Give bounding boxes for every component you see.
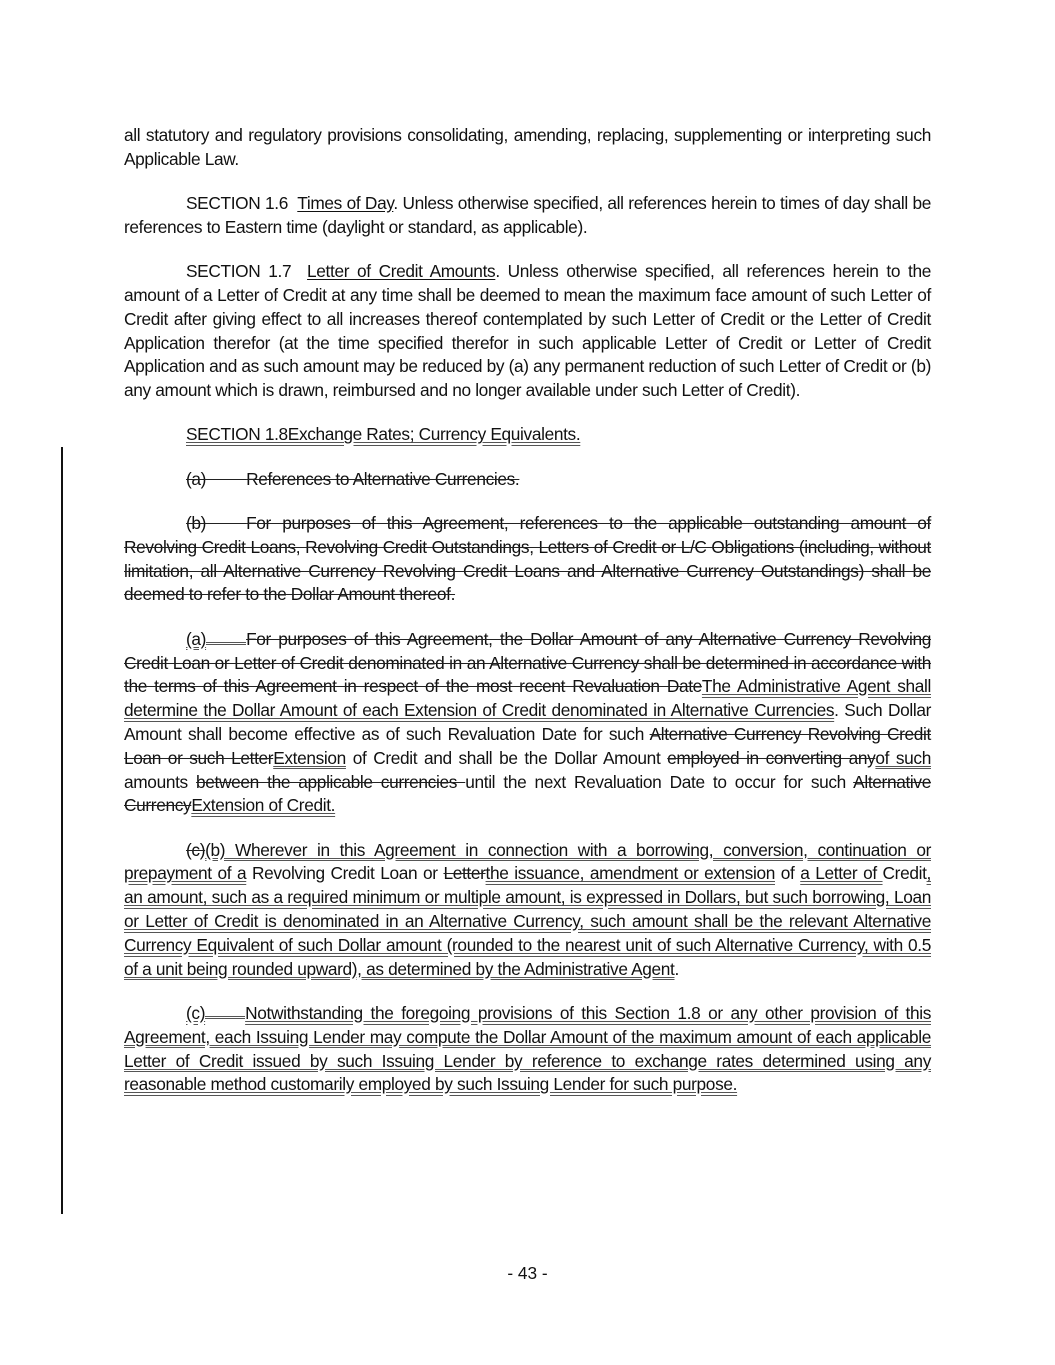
inserted-number: (a) [186,628,207,649]
inserted-heading: SECTION 1.8Exchange Rates; Currency Equivalents. [186,424,581,445]
section-1-6 [124,192,931,240]
deleted-number: (c) [186,839,206,860]
deleted-subsection-b [124,512,931,607]
inserted-text: The Administrative Agent shall determine the Dollar Amount of each Extension of Credit denominated in Alternative Currencies [124,676,931,721]
inserted-text: (b) Wherever in this Agreement in connection with a borrowing, conversion, continuation or prepayment of a [124,839,931,884]
section-1-8-heading [124,423,931,447]
section-title: Times of Day [297,193,394,214]
section-label: SECTION 1.7 [186,261,292,282]
inserted-tab [206,628,246,645]
body-text: of [775,863,801,884]
change-bar [61,447,63,1214]
subsection-a [124,628,931,818]
inserted-text: Extension [273,747,346,768]
body-text: of Credit and shall be the Dollar Amount [345,747,668,768]
document-page [124,124,931,1118]
inserted-tab [205,1002,245,1019]
body-text: until the next Revaluation Date to occur for such [465,771,854,792]
body-text: . Such Dollar Amount shall become effective as of such Revaluation Date for such [124,700,931,744]
inserted-text: Notwithstanding the foregoing provisions of this Section 1.8 or any other provision of this Agreement, each Issuing Lender may compute the Dollar Amount of the maximum amount of each applicable Letter of Credit issued by such Issuing Lender by reference to exchange rates determined using any reasonable method customarily employed by such Issuing Lender for such purpose. [124,1002,931,1095]
deleted-number: (b) [186,513,207,534]
deleted-number: (a) [186,468,207,489]
inserted-text: the issuance, amendment or extension [485,863,775,884]
section-1-7 [124,260,931,403]
carryover-paragraph [124,124,931,172]
section-body: . Unless otherwise specified, all references herein to times of day shall be references to Eastern time (daylight or standard, as applicable). [124,193,931,237]
inserted-number: (c) [186,1002,206,1023]
inserted-text: , an amount, such as a required minimum or multiple amount, is expressed in Dollars, but such borrowing, Loan or Letter of Credit is denominated in an Alternative Currency, such amount shall be the relevant Alternative Currency Equivalent of such Dollar amount (rounded to the nearest unit of such Alternative Currency, with 0.5 of a unit being rounded upward), as determined by the Administrative Agent [124,863,931,979]
deleted-text: Alternative Currency Revolving Credit Loan or such Letter [124,723,931,768]
page-number: - 43 - [507,1263,548,1283]
inserted-text: Extension of Credit. [191,795,336,816]
subsection-b [124,839,931,982]
deleted-text: Letter [443,863,486,884]
section-title: Letter of Credit Amounts [307,261,496,282]
body-text: amounts [124,771,197,792]
deleted-text: employed in converting any [667,747,876,768]
inserted-text: a Letter of [800,863,883,884]
deleted-text: For purposes of this Agreement, references to the applicable outstanding amount of Revolving Credit Loans, Revolving Credit Outstandings, Letters of Credit or L/C Obligations (including, without limitation, all Alternative Currency Revolving Credit Loans and Alternative Currency Outstandings) shall be deemed to refer to the Dollar Amount thereof. [124,513,931,605]
deleted-subsection-a [124,468,931,492]
carryover-text: all statutory and regulatory provisions consolidating, amending, replacing, supplementing or interpreting such Applicable Law. [124,125,931,169]
body-text: . [674,958,679,979]
section-body: . Unless otherwise specified, all references herein to the amount of a Letter of Credit at any time shall be deemed to mean the maximum face amount of such Letter of Credit after giving effect to all increases thereof contemplated by such Letter of Credit or the Letter of Credit Application therefor (at the time specified therefor in such applicable Letter of Credit or Letter of Credit Application and as such amount may be reduced by (a) any permanent reduction of such Letter of Credit or (b) any amount which is drawn, reimbursed and no longer available under such Letter of Credit). [124,261,931,401]
deleted-text: between the applicable currencies [196,771,466,792]
deleted-text: Alternative Currency [124,771,931,816]
subsection-c [124,1002,931,1097]
body-text: Credit [882,863,927,884]
deleted-text: References to Alternative Currencies. [246,468,520,489]
body-text: Revolving Credit Loan or [246,863,444,884]
deleted-text: For purposes of this Agreement, the Dollar Amount of any Alternative Currency Revolving Credit Loan or Letter of Credit denominated in an Alternative Currency shall be determined in accordance with the terms of this Agreement in respect of the most recent Revaluation Date [124,628,931,697]
section-label: SECTION 1.6 [186,193,288,214]
inserted-text: of such [875,747,931,768]
